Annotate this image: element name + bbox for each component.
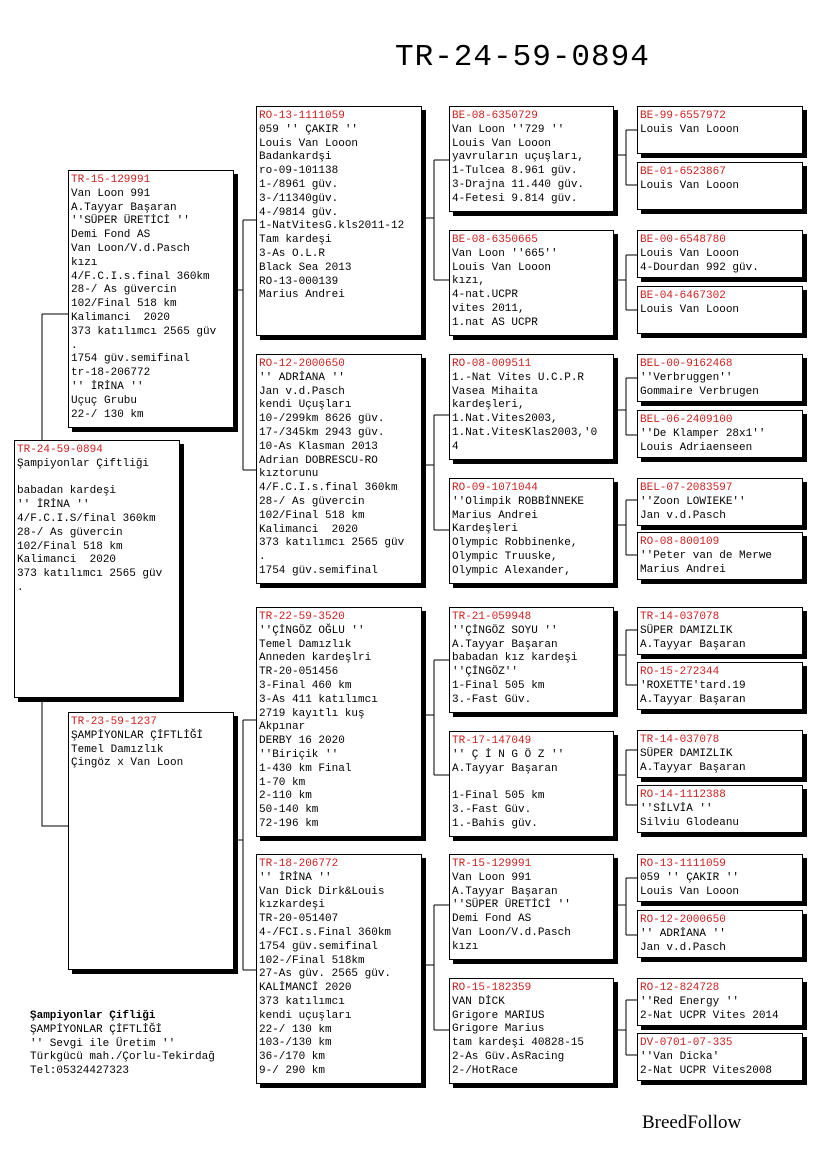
pigeon-detail-line: . (17, 581, 24, 594)
ring-number: TR-14-037078 (640, 734, 720, 746)
pigeon-detail-line: A.Tayyar Başaran (452, 638, 558, 651)
pigeon-card-dam-dam[interactable] (256, 854, 422, 1084)
pigeon-detail-line: A.Tayyar Başaran (71, 201, 177, 214)
pigeon-detail-line: ''Peter van de Merwe (640, 549, 773, 562)
pigeon-detail-line: Van Dick Dirk&Louis (259, 885, 385, 898)
pigeon-card-gen5-15[interactable] (637, 978, 803, 1026)
pigeon-detail-line: 17-/345km 2943 güv. (259, 426, 385, 439)
pigeon-detail-line: Louis Van Looon (452, 261, 552, 274)
pigeon-card-gen4-7[interactable] (449, 854, 614, 960)
ring-number: TR-24-59-0894 (17, 444, 103, 456)
pigeon-detail-line: kızkardeşi (259, 899, 326, 912)
pigeon-detail-line: . (259, 551, 266, 564)
pigeon-card-gen5-11[interactable] (637, 730, 803, 778)
pigeon-detail-line (452, 776, 613, 790)
ring-number: BE-08-6350665 (452, 234, 538, 246)
breeder-name: Şampiyonlar Çifliği (30, 1010, 156, 1022)
pigeon-detail-line: Marius Andrei (452, 509, 538, 522)
pigeon-detail-line: ''Biriçik '' (259, 748, 339, 761)
pigeon-detail-line: SÜPER DAMIZLIK (640, 747, 733, 760)
pigeon-detail-line: 1-Final 505 km (452, 790, 545, 803)
ring-number: DV-0701-07-335 (640, 1037, 733, 1049)
pigeon-detail-line: Jan v.d.Pasch (259, 385, 345, 398)
pigeon-detail-line: Çingöz x Van Loon (71, 757, 184, 770)
pigeon-detail-line: Akpınar (259, 721, 306, 734)
pigeon-card-gen5-8[interactable] (637, 532, 803, 580)
pigeon-detail-line: DERBY 16 2020 (259, 735, 345, 748)
ring-number: BE-01-6523867 (640, 166, 726, 178)
pigeon-detail-line: SÜPER DAMIZLIK (640, 624, 733, 637)
pigeon-detail-line: babadan kız kardeşi (452, 652, 578, 665)
pigeon-detail-line: 4/F.C.I.S/final 360km (17, 512, 156, 525)
pigeon-detail-line: 'ROXETTE'tard.19 (640, 679, 746, 692)
pigeon-card-gen4-8[interactable] (449, 978, 614, 1084)
pigeon-detail-line: 2-/HotRace (452, 1064, 519, 1077)
pigeon-detail-line: Anneden kardeşlri (259, 652, 372, 665)
pigeon-detail-line: Louis Van Looon (452, 137, 552, 150)
pigeon-detail-line: Olympic Robbinenke, (452, 537, 578, 550)
pigeon-details (640, 996, 802, 1024)
pigeon-card-sire-sire[interactable] (256, 106, 422, 336)
pigeon-detail-line (17, 472, 179, 486)
pigeon-detail-line: 103-/130 km (259, 1037, 332, 1050)
ring-number: RO-14-1112388 (640, 789, 726, 801)
pigeon-detail-line: 4/F.C.I.s.final 360km (71, 270, 210, 283)
pigeon-detail-line: 2-As Güv.AsRacing (452, 1050, 565, 1063)
pigeon-detail-line: 22-/ 130 km (259, 1023, 332, 1036)
ring-number: RO-13-1111059 (259, 110, 345, 122)
pigeon-detail-line: kıztorunu (259, 468, 319, 481)
pigeon-card-gen5-10[interactable] (637, 662, 803, 710)
pigeon-detail-line: Kardeşleri (452, 523, 519, 536)
pigeon-detail-line: Grigore Marius (452, 1023, 545, 1036)
pigeon-detail-line: 3-Drajna 11.440 güv. (452, 178, 585, 191)
pigeon-details (640, 748, 802, 776)
breeder-phone: Tel:05324427323 (30, 1065, 130, 1078)
ring-number: TR-23-59-1237 (71, 716, 157, 728)
pigeon-card-gen4-4[interactable] (449, 478, 614, 584)
pigeon-detail-line: kızı, (452, 275, 486, 288)
pigeon-detail-line: 10-As Klasman 2013 (259, 440, 378, 453)
pigeon-detail-line: ''Red Energy '' (640, 995, 740, 1008)
pigeon-detail-line: Van Loon 991 (71, 187, 151, 200)
pigeon-detail-line: ro-09-101138 (259, 165, 339, 178)
pigeon-detail-line: Uçuç Grubu (71, 394, 138, 407)
pigeon-card-gen5-13[interactable] (637, 854, 803, 902)
pigeon-detail-line: ''ÇİNGÖZ'' (452, 666, 519, 679)
pigeon-detail-line: Badankardşi (259, 151, 332, 164)
pigeon-detail-line: A.Tayyar Başaran (640, 638, 746, 651)
pigeon-detail-line: Black Sea 2013 (259, 261, 352, 274)
pigeon-detail-line: 1.Nat.Vites2003, (452, 413, 558, 426)
pigeon-details (640, 180, 802, 194)
pigeon-detail-line: A.Tayyar Başaran (452, 762, 558, 775)
pigeon-card-gen4-3[interactable] (449, 354, 614, 460)
pigeon-detail-line: 50-140 km (259, 804, 319, 817)
pigeon-card-gen5-3[interactable] (637, 230, 803, 278)
pigeon-detail-line: '' İRİNA '' (71, 380, 144, 393)
pigeon-detail-line: Silviu Glodeanu (640, 816, 740, 829)
pigeon-detail-line: 1.nat AS UCPR (452, 316, 538, 329)
pigeon-detail-line: Louis Van Looon (640, 885, 740, 898)
pigeon-detail-line: 2-110 km (259, 790, 312, 803)
pigeon-detail-line: Demi Fond AS (71, 229, 151, 242)
pigeon-detail-line: VAN DİCK (452, 995, 505, 1008)
pigeon-card-gen4-5[interactable] (449, 607, 614, 713)
pigeon-detail-line: kızı (71, 256, 98, 269)
pigeon-card-gen4-6[interactable] (449, 731, 614, 837)
pigeon-detail-line: ŞAMPİYONLAR ÇİFTLİĞİ (71, 729, 204, 742)
pigeon-card-subject[interactable] (14, 440, 180, 698)
pigeon-details (452, 248, 613, 331)
pigeon-detail-line: Şampiyonlar Çiftliği (17, 457, 150, 470)
ring-number: TR-21-059948 (452, 611, 532, 623)
pigeon-detail-line: 1.Nat.VitesKlas2003,'0 (452, 426, 598, 439)
pigeon-detail-line: Marius Andrei (259, 289, 345, 302)
pigeon-detail-line: KALİMANCİ 2020 (259, 982, 352, 995)
pigeon-detail-line: 4-/FCI.s.Final 360km (259, 926, 392, 939)
ring-number: RO-12-2000650 (640, 914, 726, 926)
pigeon-detail-line: 3-As 411 katılımcı (259, 693, 378, 706)
pigeon-detail-line: 2-Nat UCPR Vites 2014 (640, 1009, 779, 1022)
pigeon-details (259, 372, 421, 579)
pigeon-detail-line: TR-20-051456 (259, 666, 339, 679)
pigeon-detail-line: 4-Dourdan 992 güv. (640, 261, 759, 274)
pigeon-card-sire-dam[interactable] (256, 354, 422, 584)
pigeon-detail-line: 1754 güv.semifinal (259, 564, 378, 577)
pigeon-detail-line: Adrian DOBRESCU-RO (259, 454, 378, 467)
pigeon-details (640, 928, 802, 956)
pigeon-detail-line: 1754 güv.semifinal (259, 940, 378, 953)
pigeon-card-gen5-4[interactable] (637, 286, 803, 334)
pigeon-detail-line: 1-Tulcea 8.961 güv. (452, 165, 578, 178)
breeder-contact (30, 1010, 215, 1079)
ring-number: TR-15-129991 (452, 858, 532, 870)
ring-number: BE-04-6467302 (640, 290, 726, 302)
breeder-farm: ŞAMPİYONLAR ÇİFTLİĞİ (30, 1023, 163, 1036)
ring-number: BE-00-6548780 (640, 234, 726, 246)
pigeon-detail-line: 373 katılımcı 2565 güv (71, 325, 217, 338)
pigeon-detail-line: vites 2011, (452, 302, 525, 315)
pigeon-detail-line: Temel Damızlık (259, 638, 352, 651)
ring-number: TR-22-59-3520 (259, 611, 345, 623)
pigeon-detail-line: 1754 güv.semifinal (71, 353, 190, 366)
pigeon-detail-line: 28-/ As güvercin (17, 526, 123, 539)
pigeon-card-gen5-14[interactable] (637, 910, 803, 958)
pigeon-details (452, 496, 613, 579)
pigeon-detail-line: 102/Final 518 km (17, 540, 123, 553)
pigeon-detail-line: 3-Final 460 km (259, 679, 352, 692)
pigeon-details (640, 124, 802, 138)
pigeon-detail-line: 22-/ 130 km (71, 408, 144, 421)
pigeon-details (259, 872, 421, 1079)
pigeon-detail-line: Louis Adriaenseen (640, 441, 753, 454)
pigeon-detail-line: '' ADRİANA '' (259, 371, 345, 384)
pigeon-details (17, 458, 179, 596)
pigeon-detail-line: 3-/11340güv. (259, 192, 339, 205)
pigeon-detail-line: 1.-Bahis güv. (452, 817, 538, 830)
brand-logo: BreedFollow (642, 1112, 742, 1133)
pigeon-detail-line: '' İRİNA '' (17, 499, 90, 512)
pigeon-card-dam[interactable] (68, 712, 234, 970)
pigeon-detail-line: Kalimanci 2020 (17, 554, 117, 567)
pigeon-card-gen4-2[interactable] (449, 230, 614, 336)
pigeon-detail-line: '' İRİNA '' (259, 871, 332, 884)
pigeon-card-gen5-2[interactable] (637, 162, 803, 210)
ring-number: TR-15-129991 (71, 174, 151, 186)
pigeon-detail-line: 059 '' ÇAKIR '' (640, 871, 740, 884)
ring-number: RO-12-824728 (640, 982, 720, 994)
pigeon-detail-line: 102-/Final 518km (259, 954, 365, 967)
pigeon-detail-line: Olympic Alexander, (452, 564, 571, 577)
pigeon-detail-line: 27-As güv. 2565 güv. (259, 968, 392, 981)
pigeon-details (452, 749, 613, 832)
pigeon-detail-line: 102/Final 518 km (71, 298, 177, 311)
pigeon-detail-line: . (71, 339, 78, 352)
pigeon-detail-line: babadan kardeşi (17, 485, 117, 498)
pigeon-detail-line: '' Ç İ N G Ö Z '' (452, 748, 565, 761)
pedigree-title: TR-24-59-0894 (395, 40, 650, 75)
pigeon-card-gen4-1[interactable] (449, 106, 614, 212)
pigeon-detail-line: Kalimanci 2020 (259, 523, 359, 536)
pigeon-detail-line: 28-/ As güvercin (71, 284, 177, 297)
pigeon-detail-line: 373 katılımcı (259, 995, 345, 1008)
ring-number: RO-15-182359 (452, 982, 532, 994)
pigeon-details (71, 730, 233, 771)
pigeon-detail-line: 3.-Fast Güv. (452, 693, 532, 706)
ring-number: BE-08-6350729 (452, 110, 538, 122)
pigeon-details (640, 304, 802, 318)
pigeon-details (640, 625, 802, 653)
ring-number: RO-08-009511 (452, 358, 532, 370)
pigeon-detail-line: kendi Uçuşları (259, 399, 352, 412)
pigeon-detail-line: Louis Van Looon (640, 123, 740, 136)
ring-number: TR-17-147049 (452, 735, 532, 747)
pigeon-detail-line: 4/F.C.I.s.final 360km (259, 482, 398, 495)
pigeon-detail-line: Jan v.d.Pasch (640, 941, 726, 954)
ring-number: BEL-00-9162468 (640, 358, 733, 370)
pigeon-detail-line: Van Loon ''729 '' (452, 123, 565, 136)
pigeon-detail-line: A.Tayyar Başaran (640, 693, 746, 706)
pigeon-detail-line: 4-Fetesi 9.814 güv. (452, 192, 578, 205)
pigeon-detail-line: 3-As O.L.R (259, 247, 326, 260)
pigeon-detail-line: ''Zoon LOWIEKE'' (640, 495, 746, 508)
breeder-slogan: '' Sevgi ile Üretim '' (30, 1037, 176, 1050)
pigeon-detail-line: Louis Van Looon (259, 137, 359, 150)
pigeon-details (640, 1051, 802, 1079)
pigeon-details (640, 872, 802, 900)
pigeon-detail-line: Demi Fond AS (452, 913, 532, 926)
pigeon-detail-line: 1.-Nat Vites U.C.P.R (452, 371, 585, 384)
pigeon-detail-line: 1-NatVitesG.kls2011-12 (259, 220, 405, 233)
pigeon-detail-line: Van Loon/V.d.Pasch (71, 242, 190, 255)
pigeon-details (452, 625, 613, 708)
pigeon-card-gen5-5[interactable] (637, 354, 803, 402)
pigeon-detail-line: ''Verbruggen'' (640, 371, 733, 384)
pigeon-card-sire[interactable] (68, 170, 234, 428)
pigeon-detail-line: Louis Van Looon (640, 247, 740, 260)
pigeon-detail-line: ''SİLVİA '' (640, 802, 713, 815)
pigeon-card-gen5-1[interactable] (637, 106, 803, 154)
pigeon-detail-line: kızı (452, 940, 479, 953)
pigeon-detail-line: 9-/ 290 km (259, 1064, 326, 1077)
pigeon-detail-line: TR-20-051407 (259, 913, 339, 926)
pigeon-details (452, 996, 613, 1079)
pigeon-detail-line: Gommaire Verbrugen (640, 385, 759, 398)
pigeon-detail-line: 2719 kayıtlı kuş (259, 707, 365, 720)
pigeon-detail-line: Tam kardeşi (259, 234, 332, 247)
ring-number: BEL-07-2083597 (640, 482, 733, 494)
pigeon-detail-line: Vasea Mihaita (452, 385, 538, 398)
ring-number: BE-99-6557972 (640, 110, 726, 122)
pigeon-detail-line: ''SÜPER ÜRETİCİ '' (452, 899, 571, 912)
pigeon-detail-line: 4 (452, 440, 459, 453)
pigeon-details (452, 124, 613, 207)
pigeon-details (259, 124, 421, 303)
pigeon-detail-line: 1-430 km Final (259, 762, 352, 775)
pigeon-detail-line: Temel Damızlık (71, 743, 164, 756)
pigeon-card-gen5-9[interactable] (637, 607, 803, 655)
pigeon-detail-line: 4-/9814 güv. (259, 206, 339, 219)
pigeon-detail-line: tam kardeşi 40828-15 (452, 1037, 585, 1050)
pigeon-card-gen5-16[interactable] (637, 1033, 803, 1081)
pigeon-card-gen5-7[interactable] (637, 478, 803, 526)
pigeon-details (71, 188, 233, 423)
pigeon-detail-line: Kalimanci 2020 (71, 311, 171, 324)
pigeon-detail-line: 2-Nat UCPR Vites2008 (640, 1064, 773, 1077)
pigeon-detail-line: Van Loon ''665'' (452, 247, 558, 260)
pigeon-detail-line: RO-13-000139 (259, 275, 339, 288)
pigeon-card-dam-sire[interactable] (256, 607, 422, 837)
pigeon-detail-line: kardeşleri, (452, 399, 525, 412)
pigeon-detail-line: kendi uçuşları (259, 1009, 352, 1022)
ring-number: RO-09-1071044 (452, 482, 538, 494)
pigeon-detail-line: 72-196 km (259, 817, 319, 830)
pigeon-detail-line: 373 katılımcı 2565 güv (17, 568, 163, 581)
pigeon-details (640, 680, 802, 708)
pigeon-detail-line: tr-18-206772 (71, 367, 151, 380)
ring-number: TR-18-206772 (259, 858, 339, 870)
pigeon-detail-line: A.Tayyar Başaran (640, 761, 746, 774)
pigeon-detail-line: '' ADRİANA '' (640, 927, 726, 940)
pigeon-detail-line: Marius Andrei (640, 563, 726, 576)
pigeon-detail-line: 102/Final 518 km (259, 509, 365, 522)
pigeon-detail-line: ''SÜPER ÜRETİCİ '' (71, 215, 190, 228)
pigeon-detail-line: Louis Van Looon (640, 179, 740, 192)
ring-number: RO-15-272344 (640, 666, 720, 678)
pigeon-detail-line: 373 katılımcı 2565 güv (259, 537, 405, 550)
pigeon-detail-line: 1-Final 505 km (452, 679, 545, 692)
pigeon-details (640, 428, 802, 456)
ring-number: BEL-06-2409100 (640, 414, 733, 426)
pigeon-details (640, 372, 802, 400)
pigeon-detail-line: 059 '' ÇAKIR '' (259, 123, 359, 136)
pigeon-detail-line: 1-/8961 güv. (259, 178, 339, 191)
pigeon-detail-line: 3.-Fast Güv. (452, 803, 532, 816)
pigeon-detail-line: Grigore MARIUS (452, 1009, 545, 1022)
pigeon-detail-line: ''De Klamper 28x1'' (640, 427, 766, 440)
pigeon-details (640, 496, 802, 524)
pigeon-detail-line: Olympic Truuske, (452, 550, 558, 563)
pigeon-detail-line: 28-/ As güvercin (259, 495, 365, 508)
pigeon-details (640, 550, 802, 578)
pigeon-detail-line: Van Loon/V.d.Pasch (452, 926, 571, 939)
pigeon-detail-line: 36-/170 km (259, 1051, 326, 1064)
pigeon-detail-line: yavruların uçuşları, (452, 151, 585, 164)
breeder-address: Türkgücü mah./Çorlu-Tekirdağ (30, 1051, 215, 1064)
pigeon-detail-line: Louis Van Looon (640, 303, 740, 316)
pigeon-detail-line: A.Tayyar Başaran (452, 885, 558, 898)
pigeon-details (259, 625, 421, 832)
pigeon-detail-line: ''ÇİNGÖZ SOYU '' (452, 624, 558, 637)
pigeon-detail-line: 4-nat.UCPR (452, 289, 519, 302)
pigeon-detail-line: ''Van Dicka' (640, 1050, 720, 1063)
ring-number: RO-13-1111059 (640, 858, 726, 870)
pigeon-detail-line: Van Loon 991 (452, 871, 532, 884)
ring-number: RO-08-800109 (640, 536, 720, 548)
pigeon-detail-line: 1-70 km (259, 776, 306, 789)
pigeon-detail-line: ''Olimpik ROBBİNNEKE (452, 495, 585, 508)
ring-number: RO-12-2000650 (259, 358, 345, 370)
pigeon-details (452, 872, 613, 955)
pigeon-card-gen5-12[interactable] (637, 785, 803, 833)
pigeon-details (452, 372, 613, 455)
pigeon-detail-line: Jan v.d.Pasch (640, 509, 726, 522)
ring-number: TR-14-037078 (640, 611, 720, 623)
pigeon-detail-line: 10-/299km 8626 güv. (259, 413, 385, 426)
pigeon-card-gen5-6[interactable] (637, 410, 803, 458)
pigeon-details (640, 248, 802, 276)
pigeon-details (640, 803, 802, 831)
pigeon-detail-line: ''ÇİNGÖZ OĞLU '' (259, 624, 365, 637)
